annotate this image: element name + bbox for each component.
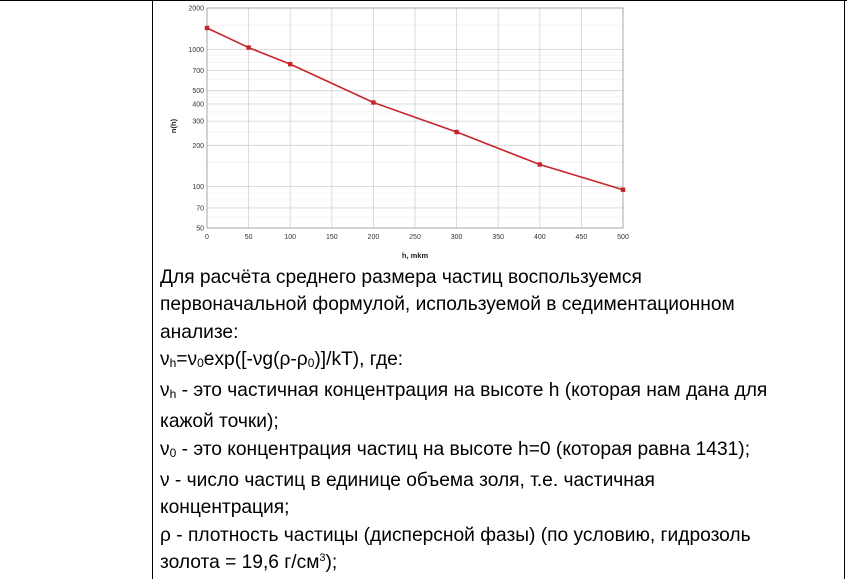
- text-line-3: анализе:: [160, 321, 239, 343]
- x-tick-label: 150: [325, 234, 338, 241]
- x-tick-label: 400: [533, 234, 546, 241]
- rho-end: );: [325, 551, 338, 573]
- y-tick-label: 1000: [188, 46, 204, 54]
- y-tick-label: 200: [192, 142, 204, 150]
- rho-definition-cont: [160, 549, 840, 576]
- formula-end: )]/kT), где:: [314, 348, 404, 370]
- rho-definition: ρ - плотность частицы (дисперсной фазы) (по условию, гидрозоль: [160, 524, 751, 546]
- x-tick-label: 50: [244, 234, 253, 241]
- vh-definition-cont: кажой точки);: [160, 411, 279, 433]
- v0-symbol: ν: [160, 438, 170, 460]
- v-definition-cont: концентрация;: [160, 497, 290, 519]
- y-tick-label: 2000: [188, 5, 204, 13]
- formula-sub-h: h: [169, 355, 177, 370]
- data-point: [288, 62, 292, 66]
- data-point: [371, 100, 375, 104]
- x-tick-label: 100: [284, 234, 297, 241]
- y-tick-label: 70: [196, 205, 204, 213]
- x-tick-label: 200: [367, 234, 380, 241]
- x-tick-label: 500: [617, 234, 629, 241]
- x-tick-label: 250: [409, 234, 421, 241]
- text-line-2: первоначальной формулой, используемой в седиментационном: [160, 294, 735, 316]
- y-tick-label: 700: [192, 68, 204, 76]
- formula-v: ν: [160, 348, 170, 370]
- formula-sub-0: 0: [197, 355, 204, 370]
- line-chart: [160, 2, 640, 260]
- y-tick-label: 100: [192, 184, 204, 192]
- text-line-1: Для расчёта среднего размера частиц воспользуемся: [160, 267, 642, 288]
- v0-definition: [160, 436, 840, 467]
- y-axis-label: n(h): [169, 118, 178, 134]
- vh-symbol: ν: [160, 380, 170, 402]
- rho-text: золота = 19,6 г/см: [160, 551, 320, 573]
- v0-sub: 0: [169, 445, 177, 460]
- v0-text: - это концентрация частиц на высоте h=0 (которая равна 1431);: [176, 438, 751, 460]
- x-tick-label: 450: [575, 234, 588, 241]
- y-tick-label: 500: [192, 88, 204, 96]
- y-tick-labels: [188, 6, 204, 233]
- explanation-text: [160, 264, 840, 576]
- rho-superscript: 3: [319, 551, 326, 564]
- data-point: [538, 162, 542, 166]
- data-point: [205, 26, 209, 30]
- x-axis-label: h, mkm: [401, 251, 429, 260]
- vh-text: - это частичная концентрация на высоте h (которая нам дана для: [176, 380, 768, 402]
- x-tick-label: 300: [450, 234, 463, 241]
- formula-sub-0b: 0: [307, 355, 315, 370]
- y-tick-label: 300: [192, 118, 204, 126]
- table-left-cell: [0, 0, 153, 579]
- table-right-border: [844, 0, 845, 579]
- formula-line: [160, 346, 840, 377]
- x-tick-label: 0: [205, 234, 209, 241]
- y-tick-label: 400: [192, 101, 204, 109]
- x-tick-labels: [205, 234, 629, 241]
- vh-sub: h: [169, 387, 177, 402]
- data-point: [454, 130, 458, 134]
- data-point: [246, 45, 250, 49]
- data-point: [621, 188, 625, 192]
- y-tick-label: 50: [196, 225, 204, 233]
- x-tick-label: 350: [492, 234, 505, 241]
- vh-definition: [160, 377, 840, 408]
- formula-mid: exp([-νg(ρ-ρ: [203, 348, 308, 370]
- v-definition: ν - число частиц в единице объема золя, т.е. частичная: [160, 470, 655, 492]
- formula-eq: =ν: [176, 348, 198, 370]
